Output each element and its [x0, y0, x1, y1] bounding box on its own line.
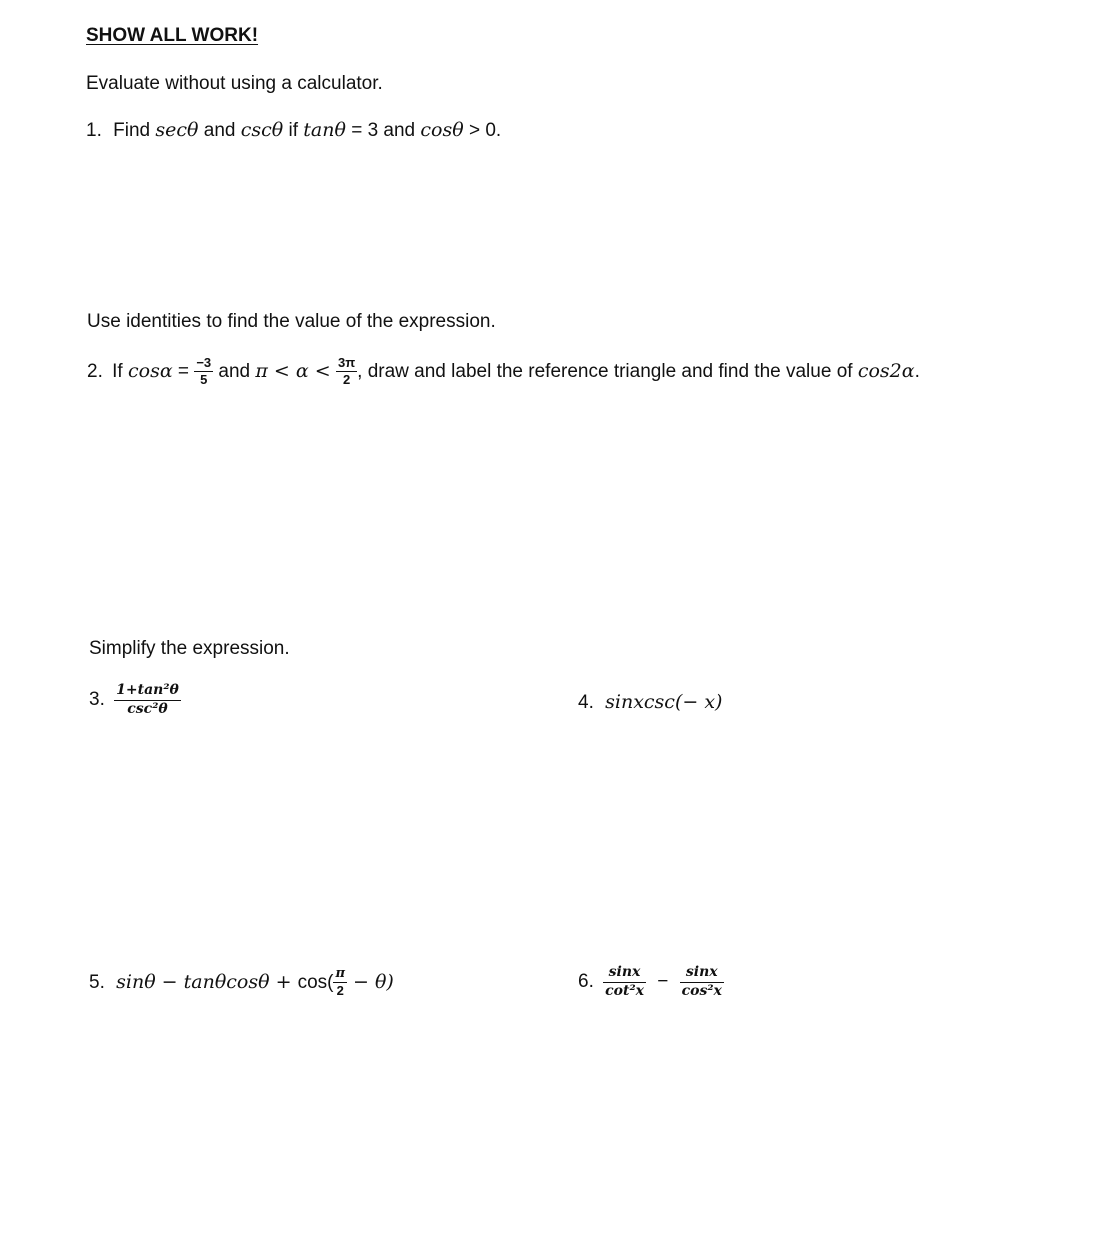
q1-value: 3 and [367, 120, 421, 141]
q1-csc: cscθ [240, 119, 284, 141]
question-2 [87, 355, 920, 388]
fraction-denominator: csc²θ [127, 700, 168, 717]
q2-fraction-2 [336, 356, 357, 388]
q5-expression-b: − θ) [346, 971, 394, 993]
q2-target: cos2α [857, 360, 915, 382]
q2-end: . [914, 361, 920, 382]
question-6 [578, 962, 724, 1002]
q2-fraction [194, 356, 213, 388]
question-4 [578, 693, 722, 712]
q1-text-c: if [283, 120, 304, 141]
section2-instruction: Use identities to find the value of the expression. [87, 311, 496, 332]
q1-cos: cosθ [420, 119, 464, 141]
question-1 [86, 121, 501, 140]
q5-cos: cos( [297, 972, 334, 993]
question-number: 2. [87, 361, 103, 382]
question-number: 6. [578, 971, 594, 992]
question-number: 3. [89, 689, 105, 710]
q5-fraction [333, 967, 347, 999]
q1-tan: tanθ [303, 119, 346, 141]
q2-eq: = [172, 361, 195, 382]
q1-text-b: and [198, 120, 241, 141]
fraction-numerator: sinx [603, 965, 646, 982]
q1-text-a: Find [113, 120, 156, 141]
q4-expression: sinxcsc(− x) [605, 691, 723, 713]
q6-fraction-1 [603, 965, 646, 999]
question-3 [89, 680, 181, 720]
fraction-denominator: cos²x [681, 982, 722, 999]
page-title: SHOW ALL WORK! [86, 25, 259, 46]
q2-text-c: , draw and label the reference triangle and find the value of [357, 361, 858, 382]
q2-text-b: and [213, 361, 256, 382]
section3-instruction: Simplify the expression. [89, 638, 290, 659]
fraction-numerator: 1+tan²θ [114, 683, 181, 700]
question-number: 5. [89, 972, 105, 993]
q6-fraction-2 [680, 965, 724, 999]
fraction-denominator: cot²x [605, 982, 644, 999]
fraction-denominator: 2 [336, 983, 344, 999]
q1-cond: > 0. [463, 120, 502, 141]
fraction-denominator: 2 [342, 372, 351, 388]
q1-sec: secθ [155, 119, 199, 141]
q3-fraction [114, 683, 181, 717]
fraction-denominator: 5 [200, 372, 208, 388]
question-number: 4. [578, 692, 594, 713]
question-number: 1. [86, 120, 102, 141]
q2-range: π < α < [255, 360, 331, 382]
q6-minus: − [657, 971, 669, 992]
q1-eq: = [345, 120, 368, 141]
fraction-numerator: −3 [194, 356, 213, 372]
q5-expression-a: sinθ − tanθcosθ + [116, 971, 298, 993]
section1-instruction: Evaluate without using a calculator. [86, 73, 383, 94]
fraction-numerator: π [333, 967, 347, 983]
fraction-numerator: sinx [680, 965, 724, 982]
q2-text-a: If [112, 361, 128, 382]
q2-cosa: cosα [127, 360, 173, 382]
fraction-numerator: 3π [336, 356, 357, 372]
question-5 [89, 962, 394, 1003]
